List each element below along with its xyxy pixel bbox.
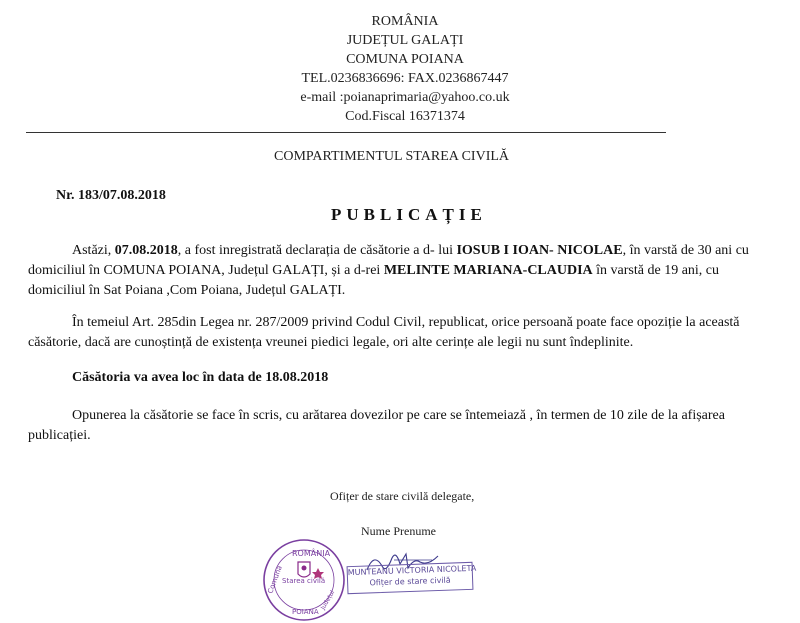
seal-left-text: Comuna: [266, 564, 284, 595]
paragraph-opposition: [28, 406, 772, 446]
declaration-date: 07.08.2018: [114, 243, 178, 258]
round-seal: [262, 538, 346, 622]
commune-line: COMUNA POIANA: [346, 52, 464, 67]
seal-top-text: ROMÂNIA: [292, 549, 331, 558]
stamp-role: Ofițer de stare civilă: [369, 575, 451, 588]
email-line: e-mail :poianaprimaria@yahoo.co.uk: [300, 90, 510, 105]
declaration-text-1: Astăzi,: [72, 243, 115, 258]
country-line: ROMÂNIA: [371, 14, 439, 29]
coat-of-arms-icon: [298, 562, 310, 577]
bride-name: MELINTE MARIANA-CLAUDIA: [383, 263, 593, 278]
letterhead: [250, 12, 560, 126]
header-divider: [26, 132, 666, 133]
declaration-text-4: în varstă de 19 ani, cu domiciliul în Sat Poiana ,Com Poiana, Județul GALAȚI.: [28, 263, 720, 298]
phone-fax-line: TEL.0236836696: FAX.0236867447: [301, 71, 509, 86]
seal-bottom-text: POIANA: [292, 608, 319, 616]
document-title: PUBLICAȚIE: [331, 205, 487, 224]
fiscal-code-line: Cod.Fiscal 16371374: [345, 109, 465, 124]
legal-basis-text: În temeiul Art. 285din Legea nr. 287/2009 privind Codul Civil, republicat, orice persoană poate face opoziție la această căsătorie, dacă are cunoștință de existența vreunei piedici legale, ori alte cerințe ale legii nu sunt îndeplinite.: [28, 315, 740, 350]
paragraph-wedding-date: Căsătoria va avea loc în data de 18.08.2018: [72, 370, 329, 385]
county-line: JUDEȚUL GALAȚI: [346, 33, 464, 48]
officer-name-label: Nume Prenume: [361, 524, 436, 538]
department-title: COMPARTIMENTUL STAREA CIVILĂ: [274, 149, 510, 164]
officer-stamp: [347, 562, 477, 594]
opposition-text: Opunerea la căsătorie se face în scris, cu arătarea dovezilor pe care se întemeiază , în termen de 10 zile de la afișarea publicației.: [28, 408, 725, 443]
seal-right-text: Județul: [319, 589, 337, 611]
paragraph-legal-basis: [28, 313, 772, 353]
seal-middle-text: Starea civilă: [282, 577, 326, 585]
groom-name: IOSUB I IOAN- NICOLAE: [456, 243, 623, 258]
registration-number: Nr. 183/07.08.2018: [56, 188, 166, 203]
paragraph-declaration: [28, 241, 772, 301]
stamp-name: MUNTEANU VICTORIA NICOLETA: [347, 563, 477, 578]
declaration-text-2: , a fost inregistrată declarația de căsătorie a d- lui: [177, 243, 457, 258]
officer-role: Ofițer de stare civilă delegate,: [330, 489, 475, 503]
declaration-text-3: , în varstă de 30 ani cu domiciliul în COMUNA POIANA, Județul GALAȚI, și a d-rei: [28, 243, 749, 278]
